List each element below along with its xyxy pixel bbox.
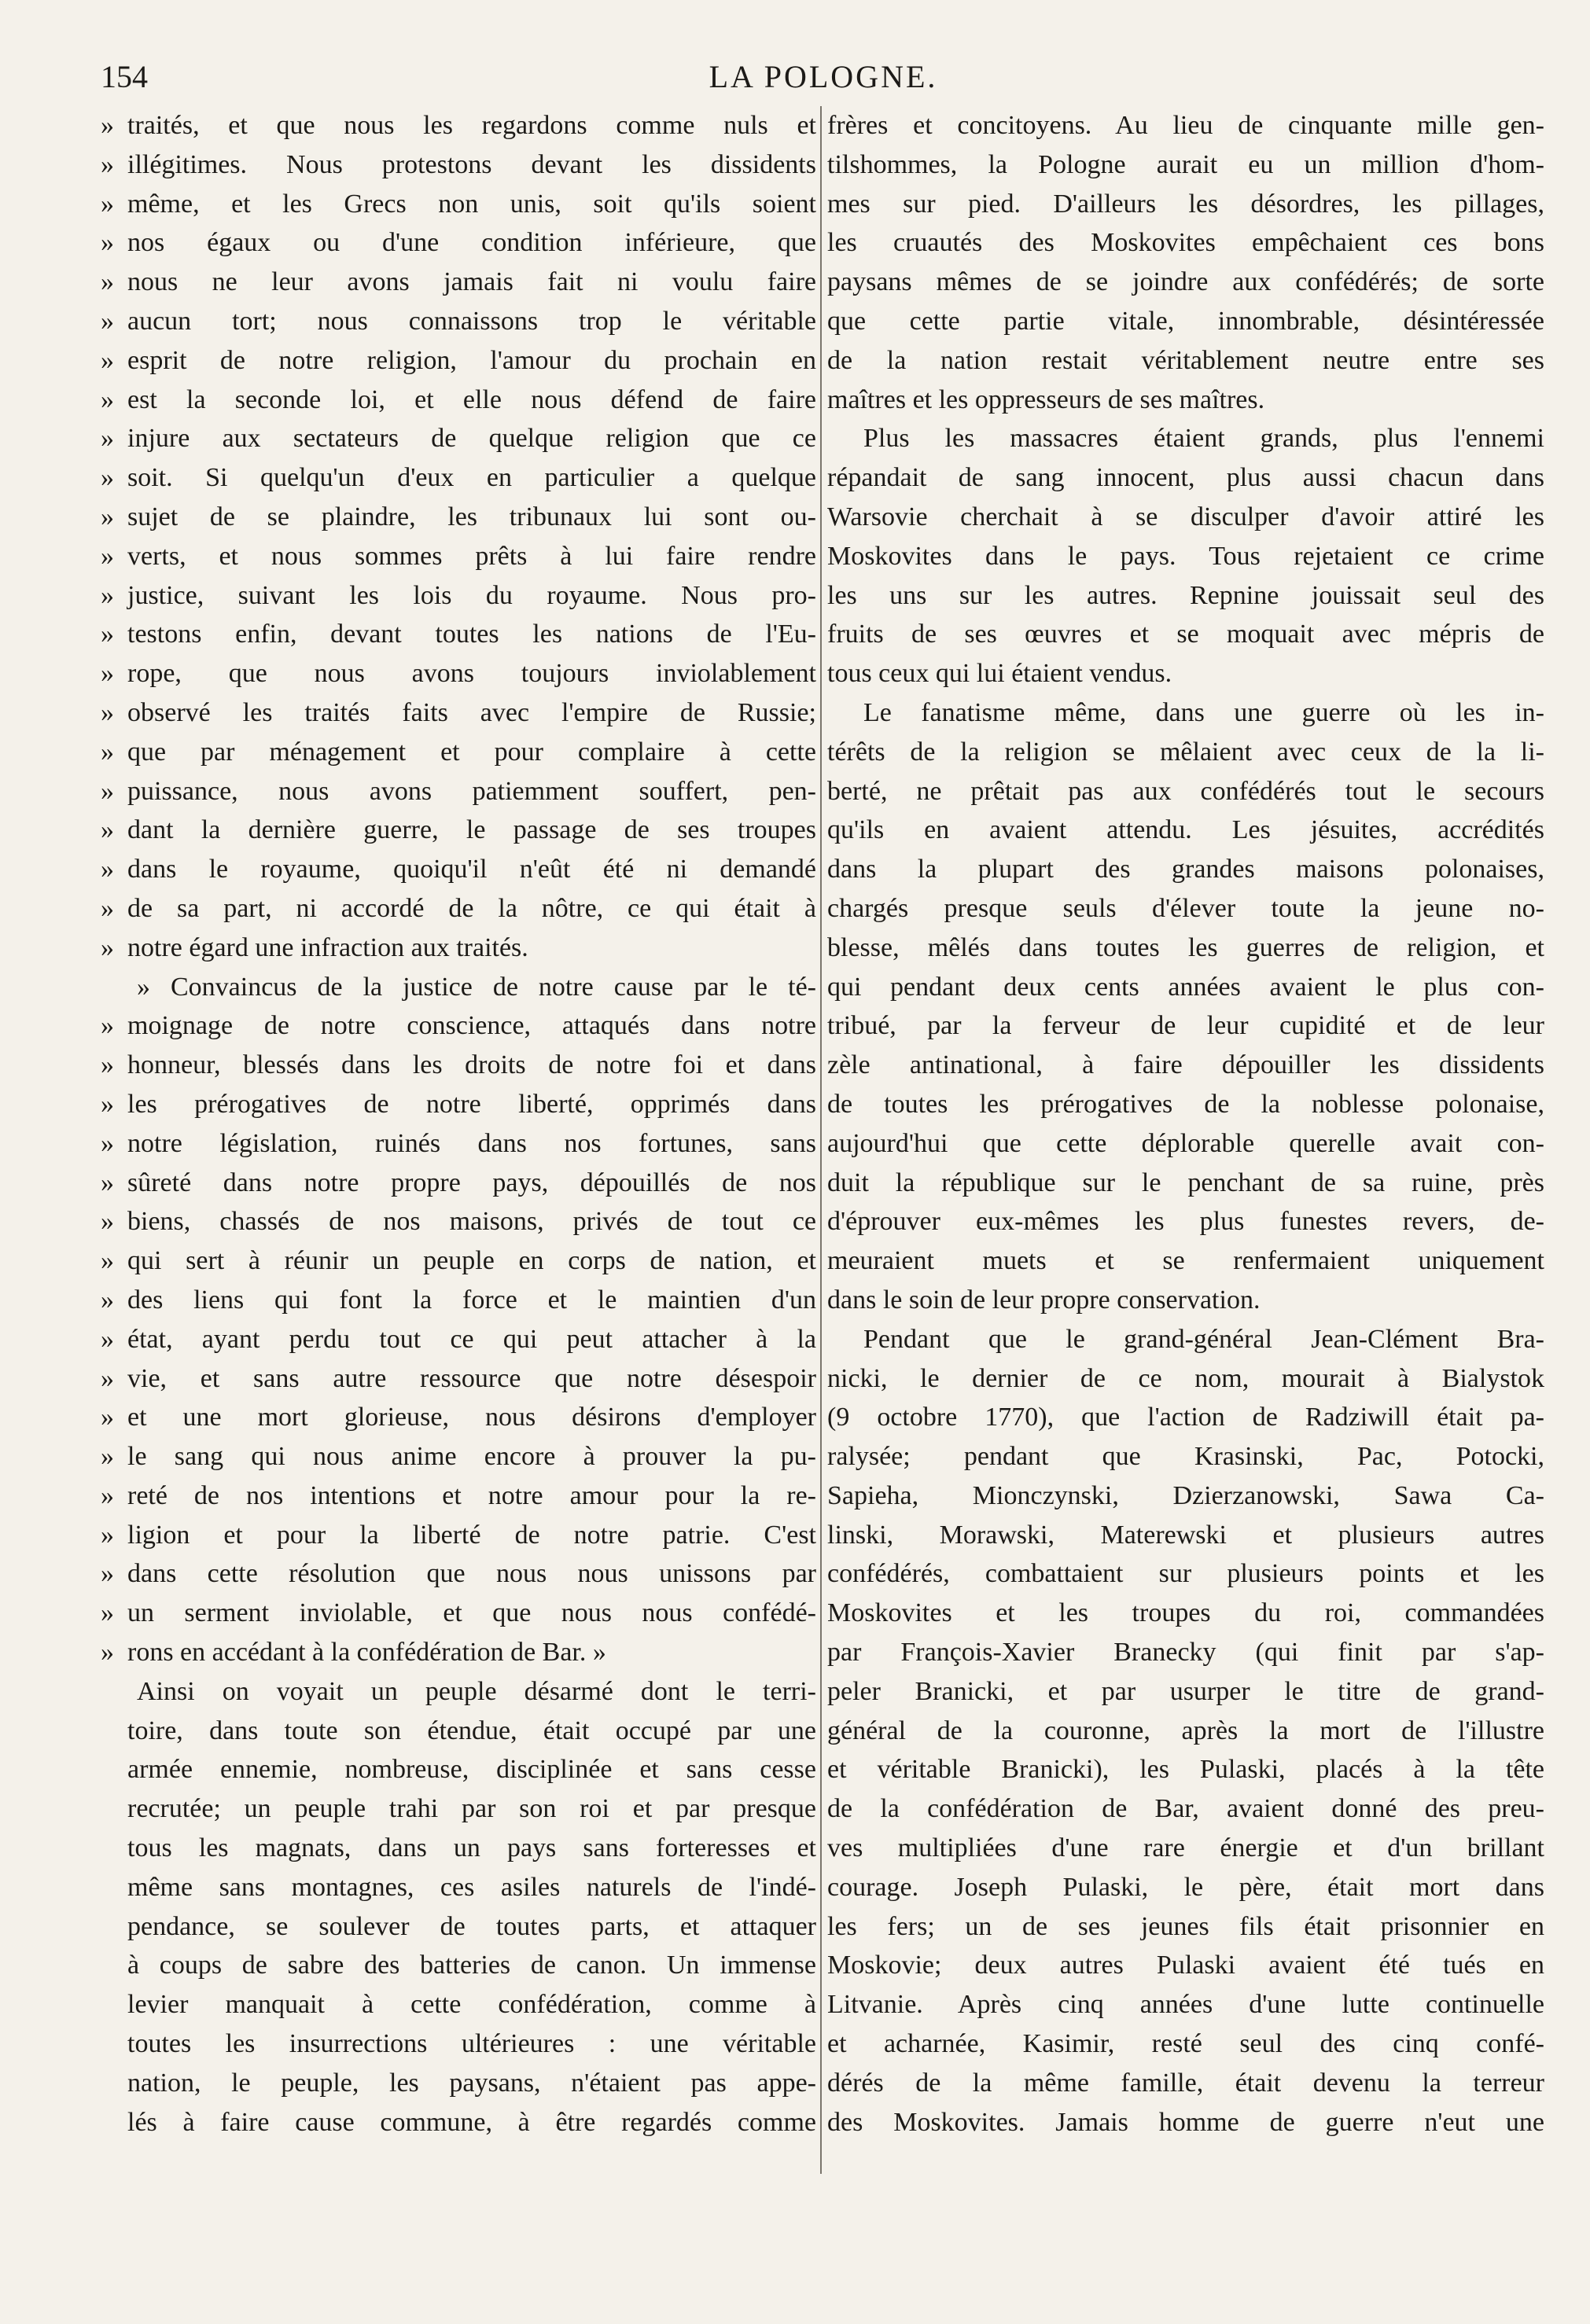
quote-marker: » xyxy=(101,463,114,493)
text-line xyxy=(827,498,1544,537)
text-line xyxy=(101,1946,816,1985)
line-text: Moskovites et les troupes du roi, commandées xyxy=(827,1598,1544,1628)
text-line xyxy=(827,223,1544,263)
line-text: les uns sur les autres. Repnine jouissait seul des xyxy=(827,580,1544,610)
line-text: tous les magnats, dans un pays sans forteresses et xyxy=(127,1833,816,1863)
line-text: duit la république sur le penchant de sa ruine, près xyxy=(827,1168,1544,1197)
line-text: fruits de ses œuvres et se moquait avec mépris de xyxy=(827,620,1544,649)
text-line xyxy=(827,1476,1544,1516)
line-text: est la seconde loi, et elle nous défend de faire xyxy=(127,384,816,414)
line-text: Sapieha, Mionczynski, Dzierzanowski, Sawa Ca- xyxy=(827,1480,1544,1510)
line-text: qui sert à réunir un peuple en corps de nation, et xyxy=(127,1246,816,1276)
text-line xyxy=(827,1124,1544,1164)
line-text: (9 octobre 1770), que l'action de Radziwill était pa- xyxy=(827,1403,1544,1432)
line-text: toire, dans toute son étendue, était occupé par une xyxy=(127,1715,816,1745)
line-text: traités, et que nous les regardons comme nuls et xyxy=(127,111,816,140)
line-text: nous ne leur avons jamais fait ni voulu faire xyxy=(127,267,816,297)
text-line xyxy=(101,1750,816,1789)
text-line xyxy=(827,1985,1544,2024)
text-line xyxy=(101,185,816,224)
text-line xyxy=(827,1633,1544,1672)
line-text: rope, que nous avons toujours inviolablement xyxy=(127,659,816,689)
text-line xyxy=(827,185,1544,224)
text-line xyxy=(101,1202,816,1241)
text-line xyxy=(827,106,1544,145)
line-text: esprit de notre religion, l'amour du prochain en xyxy=(127,345,816,375)
text-line xyxy=(101,889,816,928)
text-line xyxy=(101,1868,816,1907)
line-text: général de la couronne, après la mort de l'illustre xyxy=(827,1715,1544,1745)
text-line xyxy=(101,1789,816,1829)
text-line xyxy=(827,302,1544,341)
text-line xyxy=(827,654,1544,693)
text-line xyxy=(101,1085,816,1124)
line-text: Pendant que le grand-général Jean-Clément Bra- xyxy=(863,1324,1544,1354)
line-text: térêts de la religion se mêlaient avec ceux de la li- xyxy=(827,737,1544,767)
line-text: honneur, blessés dans les droits de notre foi et dans xyxy=(127,1050,816,1080)
text-line xyxy=(101,145,816,185)
line-text: justice, suivant les lois du royaume. Nous pro- xyxy=(127,580,816,610)
line-text: Le fanatisme même, dans une guerre où les in- xyxy=(863,697,1544,727)
text-line xyxy=(101,733,816,772)
line-text: de toutes les prérogatives de la noblesse polonaise, xyxy=(827,1089,1544,1119)
text-line xyxy=(101,381,816,420)
text-line xyxy=(827,1712,1544,1751)
line-text: Ainsi on voyait un peuple désarmé dont le terri- xyxy=(137,1676,816,1706)
text-line xyxy=(101,1437,816,1476)
line-text: blesse, mêlés dans toutes les guerres de religion, et xyxy=(827,932,1544,962)
column-divider xyxy=(820,106,822,2174)
quote-marker: » xyxy=(101,306,114,336)
text-line xyxy=(827,1281,1544,1320)
text-line xyxy=(827,341,1544,381)
line-text: Moskovie; deux autres Pulaski avaient été tués en xyxy=(827,1951,1544,1980)
text-line xyxy=(827,1398,1544,1437)
text-line xyxy=(101,223,816,263)
text-line xyxy=(827,145,1544,185)
quote-marker: » xyxy=(101,111,114,140)
quote-marker: » xyxy=(101,1324,114,1354)
line-text: puissance, nous avons patiemment souffert, pen- xyxy=(127,776,816,806)
text-line xyxy=(101,1241,816,1281)
quote-marker: » xyxy=(101,697,114,727)
line-text: et véritable Branicki), les Pulaski, placés à la tête xyxy=(827,1755,1544,1785)
line-text: et acharnée, Kasimir, resté seul des cinq confé- xyxy=(827,2029,1544,2059)
left-text-column xyxy=(101,106,816,2182)
line-text: d'éprouver eux-mêmes les plus funestes revers, de- xyxy=(827,1207,1544,1237)
text-line xyxy=(101,458,816,498)
quote-marker: » xyxy=(101,659,114,689)
line-text: zèle antinational, à faire dépouiller les dissidents xyxy=(827,1050,1544,1080)
line-text: soit. Si quelqu'un d'eux en particulier a quelque xyxy=(127,463,816,493)
text-line xyxy=(827,419,1544,458)
text-line xyxy=(101,693,816,733)
line-text: ligion et pour la liberté de notre patrie. C'est xyxy=(127,1520,816,1550)
line-text: même sans montagnes, ces asiles naturels de l'indé- xyxy=(127,1872,816,1902)
text-line xyxy=(827,1046,1544,1085)
line-text: confédérés, combattaient sur plusieurs points et les xyxy=(827,1559,1544,1589)
line-text: nicki, le dernier de ce nom, mourait à Bialystok xyxy=(827,1363,1544,1393)
quote-marker: » xyxy=(101,267,114,297)
quote-marker: » xyxy=(101,1403,114,1432)
page-number: 154 xyxy=(101,59,148,94)
quote-marker: » xyxy=(101,620,114,649)
quote-marker: » xyxy=(101,1285,114,1315)
quote-marker: » xyxy=(101,345,114,375)
line-text: paysans mêmes de se joindre aux confédérés; de sorte xyxy=(827,267,1544,297)
line-text: dérés de la même famille, était devenu la terreur xyxy=(827,2068,1544,2098)
text-line xyxy=(101,2064,816,2103)
text-line xyxy=(101,419,816,458)
text-line xyxy=(827,1437,1544,1476)
line-text: par François-Xavier Branecky (qui finit par s'ap- xyxy=(827,1638,1544,1668)
right-text-column xyxy=(827,106,1544,2182)
quote-marker: » xyxy=(101,1089,114,1119)
line-text: dans le soin de leur propre conservation. xyxy=(827,1285,1261,1315)
line-text: Warsovie cherchait à se disculper d'avoir attiré les xyxy=(827,502,1544,531)
line-text: notre législation, ruinés dans nos fortunes, sans xyxy=(127,1128,816,1158)
line-text: Moskovites dans le pays. Tous rejetaient ce crime xyxy=(827,541,1544,571)
text-line xyxy=(101,1829,816,1868)
quote-marker: » xyxy=(101,815,114,845)
line-text: état, ayant perdu tout ce qui peut attacher à la xyxy=(127,1324,816,1354)
running-title: LA POLOGNE. xyxy=(709,59,938,94)
line-text: répandait de sang innocent, plus aussi chacun dans xyxy=(827,463,1544,493)
line-text: courage. Joseph Pulaski, le père, était mort dans xyxy=(827,1872,1544,1902)
text-line xyxy=(101,1046,816,1085)
text-line xyxy=(827,1672,1544,1712)
text-line xyxy=(827,733,1544,772)
text-line xyxy=(827,263,1544,302)
quote-marker: » xyxy=(101,855,114,884)
quote-marker: » xyxy=(101,1011,114,1041)
line-text: le sang qui nous anime encore à prouver la pu- xyxy=(127,1442,816,1472)
line-text: que cette partie vitale, innombrable, désintéressée xyxy=(827,306,1544,336)
quote-marker: » xyxy=(101,502,114,531)
text-line xyxy=(101,1006,816,1046)
line-text: sujet de se plaindre, les tribunaux lui sont ou- xyxy=(127,502,816,531)
text-line xyxy=(101,1985,816,2024)
text-line xyxy=(101,1281,816,1320)
line-text: ves multipliées d'une rare énergie et d'un brillant xyxy=(827,1833,1544,1863)
text-line xyxy=(101,537,816,576)
text-line xyxy=(101,1124,816,1164)
quote-marker: » xyxy=(101,580,114,610)
text-line xyxy=(827,1006,1544,1046)
line-text: et une mort glorieuse, nous désirons d'employer xyxy=(127,1403,816,1432)
quote-marker: » xyxy=(101,893,114,923)
quote-marker: » xyxy=(101,228,114,258)
line-text: peler Branicki, et par usurper le titre de grand- xyxy=(827,1676,1544,1706)
text-line xyxy=(827,2103,1544,2142)
line-text: mes sur pied. D'ailleurs les désordres, les pillages, xyxy=(827,189,1544,219)
text-line xyxy=(827,576,1544,616)
text-line xyxy=(827,1946,1544,1985)
line-text: reté de nos intentions et notre amour pour la re- xyxy=(127,1480,816,1510)
quote-marker: » xyxy=(101,932,114,962)
text-line xyxy=(101,615,816,654)
text-line xyxy=(101,1516,816,1555)
line-text: frères et concitoyens. Au lieu de cinquante mille gen- xyxy=(827,111,1544,140)
text-line xyxy=(101,1633,816,1672)
line-text: dans la plupart des grandes maisons polonaises, xyxy=(827,855,1544,884)
line-text: biens, chassés de nos maisons, privés de tout ce xyxy=(127,1207,816,1237)
line-text: de la nation restait véritablement neutre entre ses xyxy=(827,345,1544,375)
line-text: aujourd'hui que cette déplorable querelle avait con- xyxy=(827,1128,1544,1158)
text-line xyxy=(827,928,1544,968)
line-text: toutes les insurrections ultérieures : une véritable xyxy=(127,2029,816,2059)
line-text: de la confédération de Bar, avaient donné des preu- xyxy=(827,1794,1544,1824)
text-line xyxy=(827,968,1544,1007)
quote-marker: » xyxy=(101,384,114,414)
line-text: dant la dernière guerre, le passage de ses troupes xyxy=(127,815,816,845)
line-text: tribué, par la ferveur de leur cupidité et de leur xyxy=(827,1011,1544,1041)
quote-marker: » xyxy=(101,189,114,219)
text-line xyxy=(827,2064,1544,2103)
line-text: nation, le peuple, les paysans, n'étaient pas appe- xyxy=(127,2068,816,2098)
text-line xyxy=(101,1594,816,1633)
text-line xyxy=(827,1202,1544,1241)
line-text: verts, et nous sommes prêts à lui faire rendre xyxy=(127,541,816,571)
line-text: dans le royaume, quoiqu'il n'eût été ni demandé xyxy=(127,855,816,884)
text-line xyxy=(101,654,816,693)
text-line xyxy=(827,1516,1544,1555)
line-text: nos égaux ou d'une condition inférieure, que xyxy=(127,228,816,258)
quote-marker: » xyxy=(101,1520,114,1550)
quote-marker: » xyxy=(101,1598,114,1628)
line-text: rons en accédant à la confédération de Bar. » xyxy=(127,1638,606,1668)
line-text: tous ceux qui lui étaient vendus. xyxy=(827,659,1172,689)
line-text: que par ménagement et pour complaire à cette xyxy=(127,737,816,767)
quote-marker: » xyxy=(101,1480,114,1510)
line-text: des liens qui font la force et le maintien d'un xyxy=(127,1285,816,1315)
text-line xyxy=(101,263,816,302)
text-line xyxy=(827,1907,1544,1947)
line-text: » Convaincus de la justice de notre cause par le té- xyxy=(137,972,816,1002)
line-text: Plus les massacres étaient grands, plus l'ennemi xyxy=(863,424,1544,454)
line-text: sûreté dans notre propre pays, dépouillés de nos xyxy=(127,1168,816,1197)
line-text: notre égard une infraction aux traités. xyxy=(127,932,528,962)
quote-marker: » xyxy=(101,1246,114,1276)
text-line xyxy=(827,1164,1544,1203)
text-line xyxy=(101,106,816,145)
line-text: observé les traités faits avec l'empire de Russie; xyxy=(127,697,816,727)
text-line xyxy=(101,968,816,1007)
text-line xyxy=(101,850,816,889)
line-text: un serment inviolable, et que nous nous confédé- xyxy=(127,1598,816,1628)
line-text: les cruautés des Moskovites empêchaient ces bons xyxy=(827,228,1544,258)
text-line xyxy=(827,381,1544,420)
text-line xyxy=(101,498,816,537)
text-line xyxy=(827,1868,1544,1907)
line-text: maîtres et les oppresseurs de ses maîtres. xyxy=(827,384,1265,414)
line-text: recrutée; un peuple trahi par son roi et par presque xyxy=(127,1794,816,1824)
text-line xyxy=(101,811,816,850)
text-line xyxy=(827,537,1544,576)
quote-marker: » xyxy=(101,1559,114,1589)
line-text: à coups de sabre des batteries de canon. Un immense xyxy=(127,1951,816,1980)
line-text: même, et les Grecs non unis, soit qu'ils soient xyxy=(127,189,816,219)
line-text: ralysée; pendant que Krasinski, Pac, Potocki, xyxy=(827,1442,1544,1472)
text-line xyxy=(101,1554,816,1594)
text-line xyxy=(101,302,816,341)
text-line xyxy=(101,341,816,381)
line-text: chargés presque seuls d'élever toute la jeune no- xyxy=(827,893,1544,923)
line-text: dans cette résolution que nous nous unissons par xyxy=(127,1559,816,1589)
text-line xyxy=(101,2024,816,2064)
text-line xyxy=(827,1320,1544,1359)
line-text: berté, ne prêtait pas aux confédérés tout le secours xyxy=(827,776,1544,806)
text-line xyxy=(827,1594,1544,1633)
text-line xyxy=(827,615,1544,654)
text-line xyxy=(827,2024,1544,2064)
quote-marker: » xyxy=(101,1638,114,1668)
line-text: les fers; un de ses jeunes fils était prisonnier en xyxy=(827,1911,1544,1941)
line-text: linski, Morawski, Materewski et plusieurs autres xyxy=(827,1520,1544,1550)
line-text: moignage de notre conscience, attaqués dans notre xyxy=(127,1011,816,1041)
quote-marker: » xyxy=(101,1363,114,1393)
text-line xyxy=(101,928,816,968)
text-line xyxy=(101,1398,816,1437)
quote-marker: » xyxy=(101,541,114,571)
text-line xyxy=(101,1320,816,1359)
text-line xyxy=(827,772,1544,811)
line-text: de sa part, ni accordé de la nôtre, ce qui était à xyxy=(127,893,816,923)
quote-marker: » xyxy=(101,149,114,179)
line-text: qu'ils en avaient attendu. Les jésuites, accrédités xyxy=(827,815,1544,845)
line-text: armée ennemie, nombreuse, disciplinée et sans cesse xyxy=(127,1755,816,1785)
quote-marker: » xyxy=(101,424,114,454)
line-text: meuraient muets et se renfermaient uniquement xyxy=(827,1246,1544,1276)
quote-marker: » xyxy=(101,776,114,806)
text-line xyxy=(827,889,1544,928)
text-line xyxy=(101,1907,816,1947)
text-line xyxy=(827,1359,1544,1399)
text-line xyxy=(101,1712,816,1751)
line-text: aucun tort; nous connaissons trop le véritable xyxy=(127,306,816,336)
line-text: pendance, se soulever de toutes parts, et attaquer xyxy=(127,1911,816,1941)
line-text: illégitimes. Nous protestons devant les dissidents xyxy=(127,149,816,179)
line-text: tilshommes, la Pologne aurait eu un million d'hom- xyxy=(827,149,1544,179)
line-text: testons enfin, devant toutes les nations de l'Eu- xyxy=(127,620,816,649)
text-line xyxy=(827,1085,1544,1124)
text-line xyxy=(827,1829,1544,1868)
line-text: les prérogatives de notre liberté, opprimés dans xyxy=(127,1089,816,1119)
quote-marker: » xyxy=(101,737,114,767)
text-line xyxy=(827,1241,1544,1281)
text-line xyxy=(827,458,1544,498)
text-line xyxy=(101,1476,816,1516)
line-text: qui pendant deux cents années avaient le plus con- xyxy=(827,972,1544,1002)
line-text: vie, et sans autre ressource que notre désespoir xyxy=(127,1363,816,1393)
text-line xyxy=(101,1672,816,1712)
text-line xyxy=(827,693,1544,733)
line-text: Litvanie. Après cinq années d'une lutte continuelle xyxy=(827,1990,1544,2020)
text-line xyxy=(101,1164,816,1203)
text-line xyxy=(101,2103,816,2142)
line-text: lés à faire cause commune, à être regardés comme xyxy=(127,2107,816,2137)
page-header xyxy=(101,52,1546,102)
line-text: des Moskovites. Jamais homme de guerre n'eut une xyxy=(827,2107,1544,2137)
text-line xyxy=(827,1554,1544,1594)
text-line xyxy=(827,1789,1544,1829)
text-line xyxy=(827,1750,1544,1789)
text-line xyxy=(101,576,816,616)
quote-marker: » xyxy=(101,1168,114,1197)
text-line xyxy=(101,1359,816,1399)
quote-marker: » xyxy=(101,1207,114,1237)
quote-marker: » xyxy=(101,1050,114,1080)
text-line xyxy=(827,850,1544,889)
text-line xyxy=(101,772,816,811)
line-text: levier manquait à cette confédération, comme à xyxy=(127,1990,816,2020)
line-text: injure aux sectateurs de quelque religion que ce xyxy=(127,424,816,454)
quote-marker: » xyxy=(101,1442,114,1472)
quote-marker: » xyxy=(101,1128,114,1158)
text-line xyxy=(827,811,1544,850)
